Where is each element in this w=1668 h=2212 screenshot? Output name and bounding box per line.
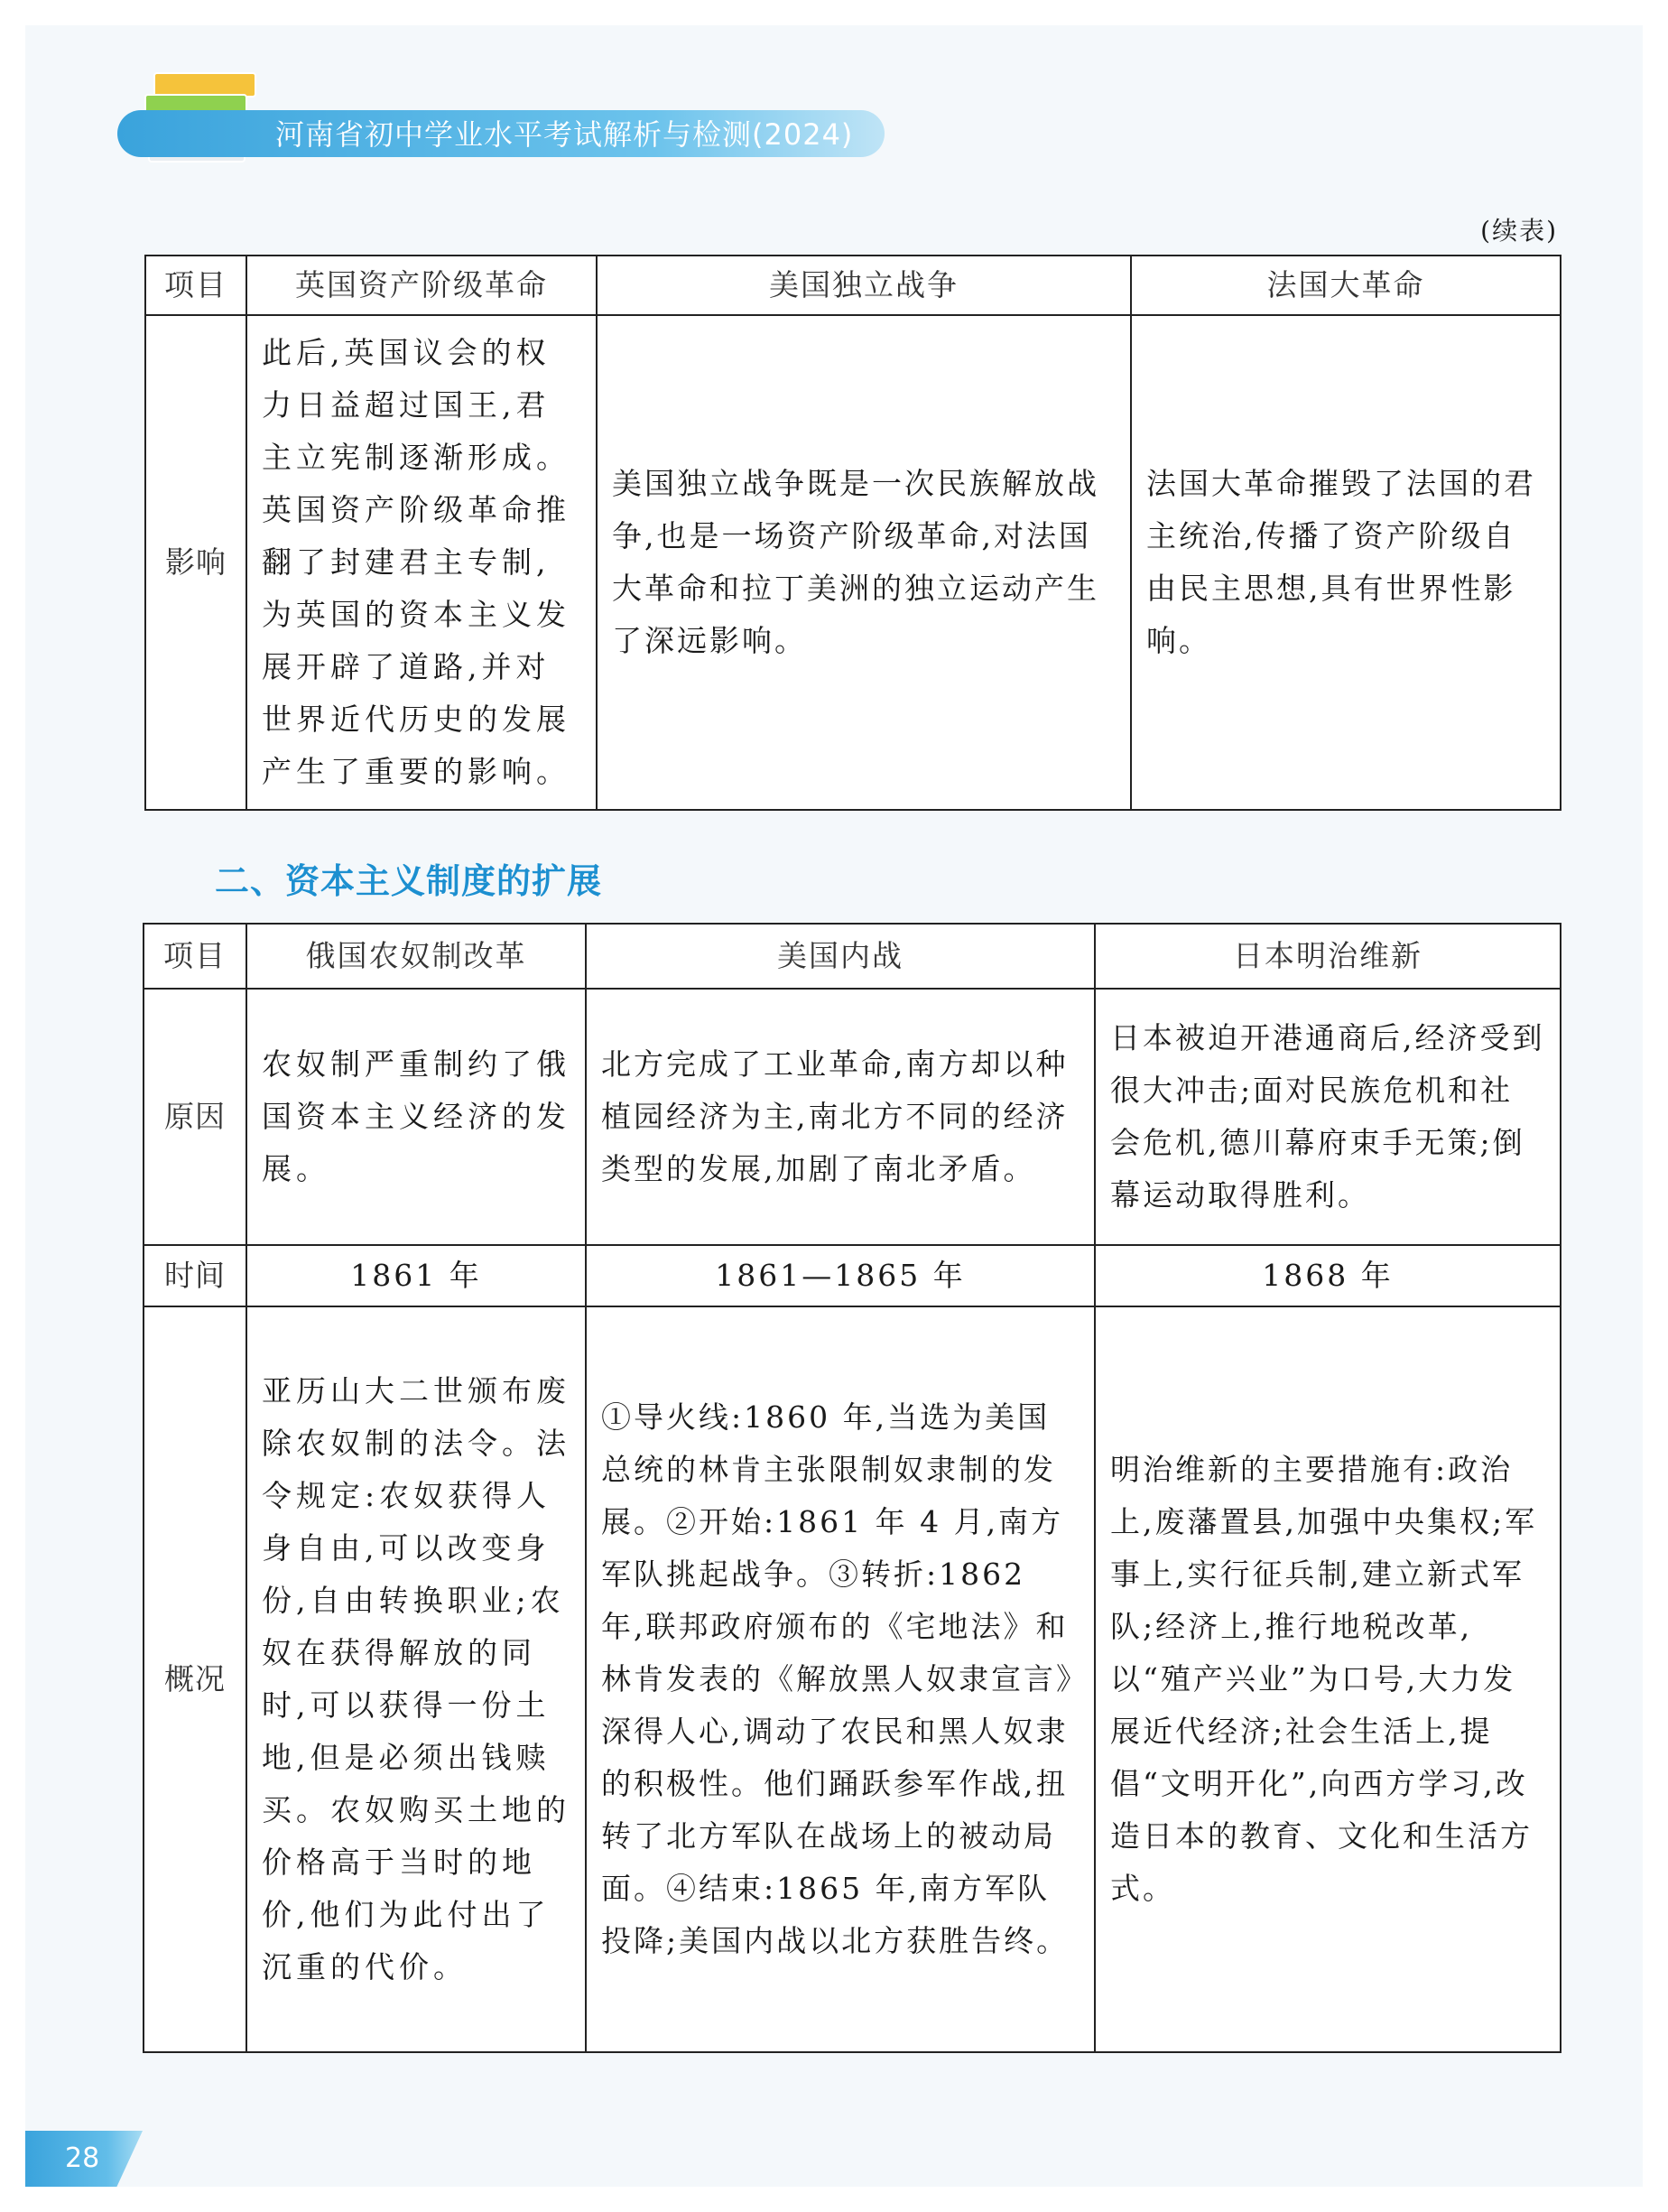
table-row bbox=[145, 315, 1561, 810]
table-cell: 1861 年 bbox=[246, 1245, 586, 1306]
section-title: 二、资本主义制度的扩展 bbox=[215, 861, 603, 901]
table-cell: 此后,英国议会的权力日益超过国王,君主立宪制逐渐形成。英国资产阶级革命推翻了封建君主专制,为英国的资本主义发展开辟了道路,并对世界近代历史的发展产生了重要的影响。 bbox=[246, 315, 597, 810]
table-cell: ①导火线:1860 年,当选为美国总统的林肯主张限制奴隶制的发展。②开始:1861 年 4 月,南方军队挑起战争。③转折:1862 年,联邦政府颁布的《宅地法》和林肯发表的《解放黑人奴隶宣言》深得人心,调动了农民和黑人奴隶的积极性。他们踊跃参军作战,扭转了北方军队在战场上的被动局面。④结束:1865 年,南方军队投降;美国内战以北方获胜告终。 bbox=[586, 1306, 1095, 2052]
table-row bbox=[144, 1306, 1561, 2052]
page-number: 28 bbox=[65, 2142, 100, 2174]
header-cell: 项目 bbox=[145, 256, 246, 315]
revolutions-table bbox=[144, 255, 1561, 811]
table-cell: 农奴制严重制约了俄国资本主义经济的发展。 bbox=[246, 989, 586, 1245]
continued-label: (续表) bbox=[1480, 216, 1558, 246]
table-row bbox=[144, 989, 1561, 1245]
row-label: 概况 bbox=[144, 1306, 246, 2052]
header-cell: 英国资产阶级革命 bbox=[246, 256, 597, 315]
table-cell: 法国大革命摧毁了法国的君主统治,传播了资产阶级自由民主思想,具有世界性影响。 bbox=[1131, 315, 1561, 810]
capitalism-expansion-table bbox=[143, 923, 1561, 2053]
header-cell: 美国内战 bbox=[586, 924, 1095, 989]
table-cell: 北方完成了工业革命,南方却以种植园经济为主,南北方不同的经济类型的发展,加剧了南北矛盾。 bbox=[586, 989, 1095, 1245]
row-label: 影响 bbox=[145, 315, 246, 810]
row-label: 时间 bbox=[144, 1245, 246, 1306]
table-cell: 日本被迫开港通商后,经济受到很大冲击;面对民族危机和社会危机,德川幕府束手无策;倒幕运动取得胜利。 bbox=[1095, 989, 1561, 1245]
table-cell: 亚历山大二世颁布废除农奴制的法令。法令规定:农奴获得人身自由,可以改变身份,自由转换职业;农奴在获得解放的同时,可以获得一份土地,但是必须出钱赎买。农奴购买土地的价格高于当时的地价,他们为此付出了沉重的代价。 bbox=[246, 1306, 586, 2052]
header-cell: 美国独立战争 bbox=[597, 256, 1131, 315]
table-cell: 1861—1865 年 bbox=[586, 1245, 1095, 1306]
row-label: 原因 bbox=[144, 989, 246, 1245]
header-cell: 法国大革命 bbox=[1131, 256, 1561, 315]
header-cell: 日本明治维新 bbox=[1095, 924, 1561, 989]
table-cell: 美国独立战争既是一次民族解放战争,也是一场资产阶级革命,对法国大革命和拉丁美洲的独立运动产生了深远影响。 bbox=[597, 315, 1131, 810]
header-title: 河南省初中学业水平考试解析与检测(2024) bbox=[275, 117, 854, 152]
header-cell: 项目 bbox=[144, 924, 246, 989]
header-cell: 俄国农奴制改革 bbox=[246, 924, 586, 989]
table-header-row bbox=[145, 256, 1561, 315]
table-header-row bbox=[144, 924, 1561, 989]
table-cell: 1868 年 bbox=[1095, 1245, 1561, 1306]
table-cell: 明治维新的主要措施有:政治上,废藩置县,加强中央集权;军事上,实行征兵制,建立新式军队;经济上,推行地税改革,以“殖产兴业”为口号,大力发展近代经济;社会生活上,提倡“文明开化”,向西方学习,改造日本的教育、文化和生活方式。 bbox=[1095, 1306, 1561, 2052]
table-row bbox=[144, 1245, 1561, 1306]
